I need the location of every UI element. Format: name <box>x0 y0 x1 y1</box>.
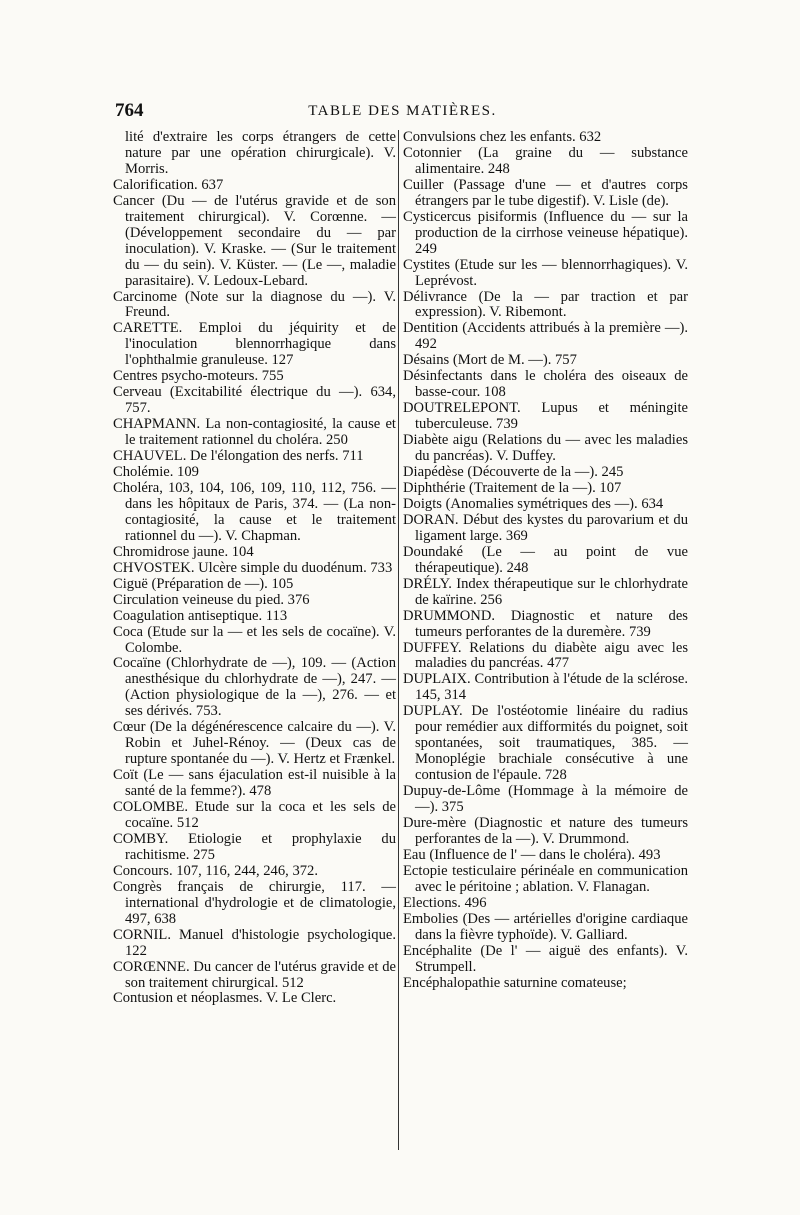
index-entry: Cocaïne (Chlorhydrate de —), 109. — (Action anesthésique du chlorhydrate de —), 247. — (Action physiologique de la —), 276. — et ses dérivés. 753. <box>113 655 396 720</box>
index-entry: Carcinome (Note sur la diagnose du —). V. Freund. <box>113 288 396 321</box>
index-entry: Diapédèse (Découverte de la —). 245 <box>403 464 624 481</box>
index-entry: CHVOSTEK. Ulcère simple du duodénum. 733 <box>113 559 393 576</box>
index-entry: Diabète aigu (Relations du — avec les maladies du pancréas). V. Duffey. <box>403 432 688 465</box>
index-entry: Chromidrose jaune. 104 <box>113 543 254 560</box>
index-entry: Cotonnier (La graine du — substance alimentaire. 248 <box>403 144 688 177</box>
index-entry: DUPLAY. De l'ostéotomie linéaire du radius pour remédier aux difformités du poignet, soit spontanées, soit traumatiques, 385. — Monoplégie brachiale consécutive à une contusion de l'épaule. 728 <box>403 703 688 784</box>
left-column <box>113 130 396 1007</box>
index-entry: Ciguë (Préparation de —). 105 <box>113 575 294 592</box>
index-entry: Dentition (Accidents attribués à la première —). 492 <box>403 320 688 353</box>
index-entry: Doigts (Anomalies symétriques des —). 634 <box>403 495 664 512</box>
index-entry: Doundaké (Le — au point de vue thérapeutique). 248 <box>403 543 688 576</box>
index-entry: Coca (Etude sur la — et les sels de cocaïne). V. Colombe. <box>113 623 396 656</box>
index-entry: Désinfectants dans le choléra des oiseaux de basse-cour. 108 <box>403 368 688 401</box>
index-entry: Diphthérie (Traitement de la —). 107 <box>403 479 622 496</box>
index-entry: Eau (Influence de l' — dans le choléra). 493 <box>403 846 661 863</box>
index-entry: CORNIL. Manuel d'histologie psychologique. 122 <box>113 926 396 959</box>
index-entry: COMBY. Etiologie et prophylaxie du rachitisme. 275 <box>113 830 396 863</box>
index-entry: Dupuy-de-Lôme (Hommage à la mémoire de —). 375 <box>403 783 688 816</box>
index-entry: Choléra, 103, 104, 106, 109, 110, 112, 756. — dans les hôpitaux de Paris, 374. — (La non-contagiosité, la cause et le traitement rationnel du —). V. Chapman. <box>113 479 396 544</box>
index-entry: Coït (Le — sans éjaculation est-il nuisible à la santé de la femme?). 478 <box>113 767 396 800</box>
index-entry: CHAUVEL. De l'élongation des nerfs. 711 <box>113 448 364 465</box>
index-entry: Ectopie testiculaire périnéale en communication avec le péritoine ; ablation. V. Flanagan. <box>403 862 688 895</box>
index-entry: CHAPMANN. La non-contagiosité, la cause et le traitement rationnel du choléra. 250 <box>113 416 396 449</box>
index-entry: Délivrance (De la — par traction et par expression). V. Ribemont. <box>403 288 688 321</box>
index-entry: DOUTRELEPONT. Lupus et méningite tuberculeuse. 739 <box>403 400 688 433</box>
running-title: TABLE DES MATIÈRES. <box>308 103 497 119</box>
index-entry: DRUMMOND. Diagnostic et nature des tumeurs perforantes de la duremère. 739 <box>403 607 688 640</box>
index-entry: Centres psycho-moteurs. 755 <box>113 368 284 385</box>
index-entry: Calorification. 637 <box>113 176 224 193</box>
right-column <box>403 130 688 991</box>
index-entry: lité d'extraire les corps étrangers de cette nature par une opération chirurgicale). V. Morris. <box>125 129 396 177</box>
index-entry: Dure-mère (Diagnostic et nature des tumeurs perforantes de la —). V. Drummond. <box>403 814 688 847</box>
index-entry: Cuiller (Passage d'une — et d'autres corps étrangers par le tube digestif). V. Lisle (de). <box>403 176 688 209</box>
index-entry: Elections. 496 <box>403 894 487 911</box>
index-entry: Encéphalopathie saturnine comateuse; <box>403 974 627 991</box>
index-entry: Circulation veineuse du pied. 376 <box>113 591 310 608</box>
index-entry: DUFFEY. Relations du diabète aigu avec les maladies du pancréas. 477 <box>403 639 688 672</box>
index-entry: Encéphalite (De l' — aiguë des enfants). V. Strumpell. <box>403 942 688 975</box>
index-entry: Désains (Mort de M. —). 757 <box>403 352 577 369</box>
index-entry: Cystites (Etude sur les — blennorrhagiques). V. Leprévost. <box>403 256 688 289</box>
index-entry: Cerveau (Excitabilité électrique du —). 634, 757. <box>113 384 396 417</box>
index-entry: Coagulation antiseptique. 113 <box>113 607 288 624</box>
index-entry: CARETTE. Emploi du jéquirity et de l'inoculation blennorrhagique dans l'ophthalmie granuleuse. 127 <box>113 320 396 369</box>
index-entry: Cœur (De la dégénérescence calcaire du —). V. Robin et Juhel-Rénoy. — (Deux cas de rupture spontanée du —). V. Hertz et Frænkel. <box>113 719 396 768</box>
index-entry: Cysticercus pisiformis (Influence du — sur la production de la cirrhose veineuse hépatique). 249 <box>403 208 688 257</box>
index-entry: Contusion et néoplasmes. V. Le Clerc. <box>113 990 337 1007</box>
index-entry: DRÉLY. Index thérapeutique sur le chlorhydrate de kaïrine. 256 <box>403 575 688 608</box>
index-entry: Embolies (Des — artérielles d'origine cardiaque dans la fièvre typhoïde). V. Galliard. <box>403 910 688 943</box>
page-number: 764 <box>115 100 144 121</box>
index-entry: Congrès français de chirurgie, 117. — international d'hydrologie et de climatologie, 497, 638 <box>113 878 396 927</box>
index-entry: Concours. 107, 116, 244, 246, 372. <box>113 862 318 879</box>
page-header <box>115 100 690 126</box>
column-divider <box>398 130 399 1150</box>
index-entry: COLOMBE. Etude sur la coca et les sels de cocaïne. 512 <box>113 799 396 831</box>
index-entry: DORAN. Début des kystes du parovarium et du ligament large. 369 <box>403 511 688 544</box>
index-entry: Cancer (Du — de l'utérus gravide et de son traitement chirurgical). V. Corœnne. — (Développement secondaire du — par inoculation). V. Kraske. — (Sur le traitement du — du sein). V. Küster. — (Le —, maladie parasitaire). V. Ledoux-Lebard. <box>113 192 396 289</box>
index-entry: CORŒNNE. Du cancer de l'utérus gravide et de son traitement chirurgical. 512 <box>113 958 396 991</box>
index-entry: Convulsions chez les enfants. 632 <box>403 129 602 145</box>
index-entry: DUPLAIX. Contribution à l'étude de la sclérose. 145, 314 <box>403 671 688 704</box>
index-entry: Cholémie. 109 <box>113 464 199 481</box>
